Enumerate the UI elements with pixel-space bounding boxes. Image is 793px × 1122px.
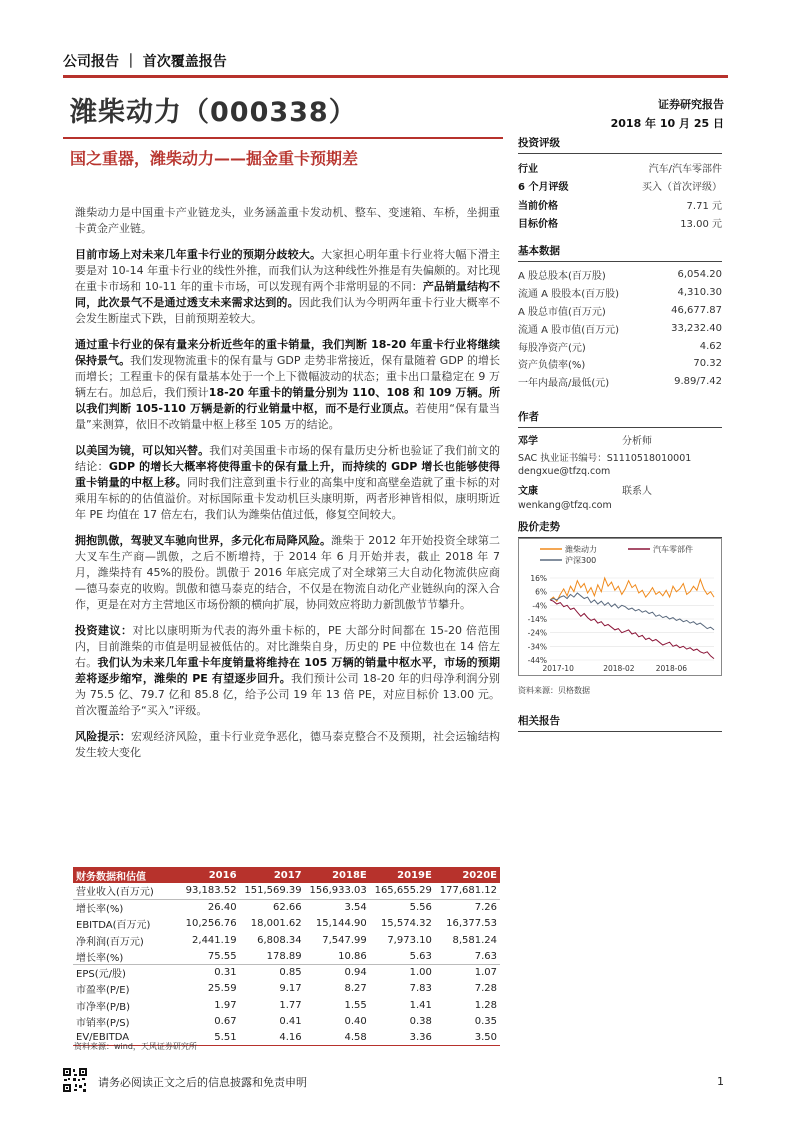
table-cell: 165,655.29: [370, 883, 435, 899]
table-cell: 1.07: [474, 967, 497, 979]
table-cell: 0.31: [214, 967, 237, 979]
table-cell: 0.85: [279, 967, 302, 979]
table-cell: 5.51: [181, 1030, 240, 1046]
table-cell: 10.86: [305, 948, 370, 964]
table-cell: 7,547.99: [322, 934, 367, 946]
table-source: 资料来源：wind，天风证券研究所: [74, 1042, 197, 1051]
basic-data-key: 流通 A 股股本(百万股): [518, 289, 620, 301]
paragraph-bold: 目前市场上对未来几年重卡行业的预期分歧较大。: [75, 248, 322, 261]
qr-code-icon: [62, 1067, 88, 1093]
author-name: 邓学: [518, 436, 538, 447]
rating-value: 13.00 元: [680, 219, 722, 231]
table-row-label: 增长率(%): [73, 948, 181, 964]
y-tick-label: -34%: [527, 642, 547, 652]
table-cell: 7.63: [435, 948, 500, 964]
financial-table-body: [73, 883, 500, 1046]
table-header-cell: 2017: [240, 867, 305, 883]
table-cell: 10,256.76: [185, 918, 237, 930]
table-cell: 5.56: [409, 902, 432, 914]
related-reports-heading: 相关报告: [518, 713, 722, 732]
table-cell: 2,441.19: [192, 934, 237, 946]
table-cell: 6,808.34: [257, 934, 302, 946]
table-row-label: EBITDA(百万元): [76, 920, 151, 932]
table-header-row: [73, 867, 500, 883]
paragraph-text: 大家担心明年重卡行业将大幅下滑主要是对 10-14 年重卡行业的线性外推，而我们认为这种线性外推是有失偏颇的。对比现在重卡市场和 10-11 年的重卡市场，可以发现有两个非常明显的不同：: [75, 248, 501, 293]
title-rule: [63, 137, 503, 139]
table-header-cell: 2020E: [435, 867, 500, 883]
table-cell: 0.38: [409, 1016, 432, 1028]
table-row-label: EPS(元/股): [76, 969, 126, 981]
table-header-cell: 2019E: [370, 867, 435, 883]
paragraph-text: 我们预计公司 18-20 年的归母净利润分别为 75.5 亿、79.7 亿和 85.8 亿，给予公司 19 年 13 倍 PE，对应目标价 13.00 元。首次覆盖给予“买入”评级。: [75, 672, 501, 717]
x-tick-label: 2018-02: [603, 664, 635, 673]
chart-x-axis: [543, 664, 688, 673]
paragraph-risk: [75, 729, 500, 761]
paragraph-text: 因此我们认为今明两年重卡行业大概率不会发生断崖式下跌，目前预期差较大。: [75, 296, 501, 325]
rating-row: [518, 177, 722, 196]
basic-data-box: [518, 243, 722, 391]
y-tick-label: -24%: [527, 628, 547, 638]
author-email[interactable]: dengxue@tfzq.com: [518, 466, 611, 477]
paragraph-intro: [75, 205, 500, 237]
y-tick-label: 6%: [535, 587, 547, 597]
table-row-label: 市盈率(P/E): [76, 985, 130, 997]
table-cell: 1.00: [409, 967, 432, 979]
table-row: [73, 997, 500, 1013]
y-tick-label: 16%: [530, 574, 547, 583]
table-row: [73, 981, 500, 997]
basic-data-row: [518, 337, 722, 355]
basic-data-value: 4.62: [699, 340, 722, 352]
footer-disclaimer[interactable]: 请务必阅读正文之后的信息披露和免责申明: [98, 1076, 307, 1089]
table-cell: 18,001.62: [250, 918, 302, 930]
table-cell: 7.28: [474, 983, 497, 995]
author-name: 文康: [518, 486, 538, 497]
table-row: [73, 948, 500, 964]
table-cell: 62.66: [273, 902, 302, 914]
basic-data-value: 46,677.87: [671, 304, 722, 316]
financial-table: [73, 867, 500, 1046]
page-number: 1: [717, 1075, 724, 1088]
basic-data-value: 9.89/7.42: [674, 376, 722, 388]
x-tick-label: 2018-06: [655, 664, 688, 673]
paragraph-text: 我们发现物流重卡的保有量与 GDP 走势非常接近，保有量随着 GDP 的增长而增长；工程重卡的保有量基本处于一个上下微幅波动的状态；重卡出口量稳定在 9 万辆左右。加总后，我们预计: [75, 354, 500, 399]
y-tick-label: -14%: [527, 615, 547, 624]
price-chart: [518, 538, 722, 676]
rating-heading: 投资评级: [518, 135, 722, 154]
company-title: 潍柴动力（000338）: [70, 97, 357, 128]
basic-data-value: 33,232.40: [671, 322, 722, 334]
author-row: [518, 482, 722, 497]
paragraph-text: 同时我们注意到重卡行业的高集中度和高壁垒造就了重卡标的对乘用车标的的估值溢价。对标国际重卡发动机巨头康明斯，两者形神皆相似，康明斯近年 PE 均值在 17 倍左右，我们认为潍柴估值过低，修复空间较大。: [75, 476, 501, 521]
authors-box: [518, 409, 722, 511]
table-row: [73, 916, 500, 932]
basic-data-row: [518, 266, 722, 284]
authors-heading: 作者: [518, 409, 722, 428]
rating-row: [518, 214, 722, 233]
chart-source: 资料来源：贝格数据: [518, 686, 590, 695]
paragraph-expectation: [75, 247, 500, 327]
table-cell: 178.89: [240, 948, 305, 964]
author-role: 联系人: [622, 486, 652, 497]
table-row-label: 市销率(P/S): [76, 1018, 130, 1030]
header-rule: [63, 75, 728, 78]
table-cell: 156,933.03: [305, 883, 370, 899]
report-headline: 国之重器，潍柴动力——掘金重卡预期差: [70, 149, 359, 168]
author-license: SAC 执业证书编号：S1110518010001: [518, 453, 692, 464]
author-email[interactable]: wenkang@tfzq.com: [518, 500, 612, 511]
table-cell: 0.94: [344, 967, 367, 979]
author-row: [518, 432, 722, 447]
table-cell: 1.55: [344, 999, 367, 1011]
basic-data-key: 资产负债率(%): [518, 360, 586, 372]
table-cell: 0.40: [344, 1016, 367, 1028]
table-cell: 7.83: [409, 983, 432, 995]
table-cell: 0.67: [214, 1016, 237, 1028]
legend-label: 潍柴动力: [565, 545, 597, 554]
table-cell: 7,973.10: [387, 934, 432, 946]
table-row-label: 净利润(百万元): [76, 936, 144, 948]
y-tick-label: -44%: [527, 656, 547, 665]
table-cell: 26.40: [207, 902, 237, 914]
x-tick-label: 2017-10: [542, 664, 574, 673]
basic-data-row: [518, 284, 722, 302]
table-cell: 3.36: [370, 1030, 435, 1046]
table-cell: 0.35: [474, 1016, 497, 1028]
basic-data-value: 6,054.20: [677, 269, 722, 281]
rating-row: [518, 158, 722, 177]
rating-key: 目标价格: [518, 219, 558, 231]
basic-data-key: A 股总股本(百万股): [518, 271, 606, 283]
paragraph-bold: GDP 的增长大概率将使得重卡的保有量上升，而持续的 GDP 增长也能够使得重卡销量的中枢上移。: [75, 460, 501, 489]
paragraph-text: 对比以康明斯为代表的海外重卡标的，PE 大部分时间都在 15-20 倍范围内，目前潍柴的市值是明显被低估的。对比潍柴自身，历史的 PE 中位数也在 14 倍左右。: [75, 624, 500, 669]
paragraph-us-market: [75, 443, 500, 523]
legend-label: 沪深300: [565, 556, 597, 565]
paragraph-bold: 通过重卡行业的保有量来分析近些年的重卡销量，我们判断 18-20 年重卡行业将继续保持景气。: [75, 338, 500, 367]
table-cell: 4.58: [305, 1030, 370, 1046]
table-cell: 15,574.32: [380, 918, 432, 930]
table-cell: 7.26: [474, 902, 497, 914]
report-category: 公司报告 ｜ 首次覆盖报告: [63, 54, 227, 70]
rating-value: 汽车/汽车零部件: [648, 163, 722, 175]
table-cell: 151,569.39: [240, 883, 305, 899]
basic-data-value: 70.32: [693, 358, 722, 370]
table-row-label: EV/EBITDA: [73, 1030, 181, 1046]
paragraph-text: 潍柴于 2012 年开始投资全球第二大叉车生产商—凯傲，之后不断增持，于 2014 年 6 月开始并表，截止 2018 年 7 月，潍柴持有 45%的股份。凯傲于 2016 年底完成了对全球第三大自动化物流供应商—德马泰克的收购。凯傲和德马泰克的结合，不仅是在物流自动化产业链纵向的深入合作，更是在对方主营地区市场份额的横向扩展，协同效应将助力新凯傲节节攀升。: [75, 534, 500, 611]
table-row: [73, 964, 500, 980]
paragraph-bold: 产品销量结构不同，此次景气不是通过透支未来需求达到的。: [75, 280, 500, 309]
table-cell: 0.41: [279, 1016, 302, 1028]
basic-data-row: [518, 319, 722, 337]
paragraph-bold: 风险提示：: [75, 730, 131, 743]
report-date: 2018 年 10 月 25 日: [610, 117, 724, 130]
table-cell: 1.41: [409, 999, 432, 1011]
basic-data-row: [518, 373, 722, 391]
rating-key: 当前价格: [518, 200, 558, 212]
table-cell: 177,681.12: [435, 883, 500, 899]
paragraph-bold: 拥抱凯傲，驾驶叉车驰向世界，多元化布局降风险。: [75, 534, 332, 547]
table-cell: 25.59: [207, 983, 237, 995]
paragraph-investment: [75, 623, 500, 719]
table-row: [73, 932, 500, 948]
table-cell: 1.77: [279, 999, 302, 1011]
rating-value: 7.71 元: [686, 200, 722, 212]
table-cell: 16,377.53: [446, 918, 497, 930]
table-row: [73, 899, 500, 915]
body-text: [75, 205, 500, 771]
table-row: [73, 883, 500, 899]
rating-value: 买入（首次评级）: [642, 182, 722, 194]
table-row-label: 营业收入(百万元): [73, 883, 181, 899]
table-row-label: 增长率(%): [76, 904, 124, 916]
table-cell: 1.28: [474, 999, 497, 1011]
paragraph-bold: 我们认为未来几年重卡年度销量将维持在 105 万辆的销量中枢水平，市场的预期差将逐步缩窄，潍柴的 PE 有望逐步回升。: [75, 656, 501, 685]
table-row-label: 市净率(P/B): [76, 1001, 131, 1013]
paragraph-text: 我们对美国重卡市场的保有量历史分析也验证了我们前文的结论：: [75, 444, 501, 473]
legend-label: 汽车零部件: [653, 545, 693, 554]
rating-key: 行业: [518, 163, 538, 175]
table-cell: 8.27: [344, 983, 367, 995]
basic-data-row: [518, 302, 722, 320]
table-cell: 3.54: [344, 902, 367, 914]
paragraph-kion: [75, 533, 500, 613]
table-cell: 75.55: [181, 948, 240, 964]
paragraph-holdings: [75, 337, 500, 433]
basic-data-row: [518, 355, 722, 373]
table-cell: 3.50: [435, 1030, 500, 1046]
table-cell: 1.97: [214, 999, 237, 1011]
y-tick-label: -4%: [532, 601, 547, 611]
table-row: [73, 1013, 500, 1029]
table-cell: 15,144.90: [315, 918, 367, 930]
basic-data-heading: 基本数据: [518, 243, 722, 262]
table-cell: 9.17: [279, 983, 302, 995]
paragraph-bold: 投资建议：: [75, 624, 133, 637]
paragraph-bold: 18-20 年重卡的销量分别为 110、108 和 109 万辆。所以我们判断 105-110 万辆是新的行业销量中枢，而不是行业顶点。: [75, 386, 500, 415]
paragraph-bold: 以美国为镜，可以知兴替。: [75, 444, 210, 457]
rating-row: [518, 195, 722, 214]
basic-data-key: A 股总市值(百万元): [518, 306, 606, 318]
basic-data-value: 4,310.30: [677, 287, 722, 299]
paragraph-text: 宏观经济风险，重卡行业竞争恶化，德马泰克整合不及预期，社会运输结构发生较大变化: [75, 730, 501, 759]
table-cell: 8,581.24: [452, 934, 497, 946]
rating-key: 6 个月评级: [518, 182, 569, 194]
table-cell: 5.63: [370, 948, 435, 964]
table-header-cell: 财务数据和估值: [73, 867, 181, 883]
report-type: 证券研究报告: [658, 98, 724, 111]
author-role: 分析师: [622, 436, 652, 447]
price-chart-heading: 股价走势: [518, 519, 722, 538]
basic-data-key: 一年内最高/最低(元): [518, 378, 610, 390]
table-header-cell: 2018E: [305, 867, 370, 883]
paragraph-text: 潍柴动力是中国重卡产业链龙头，业务涵盖重卡发动机、整车、变速箱、车桥，坐拥重卡黄金产业链。: [75, 206, 500, 235]
table-header-cell: 2016: [181, 867, 240, 883]
basic-data-key: 流通 A 股市值(百万元): [518, 324, 620, 336]
rating-box: [518, 135, 722, 232]
table-cell: 93,183.52: [181, 883, 240, 899]
basic-data-key: 每股净资产(元): [518, 342, 586, 354]
paragraph-text: 若使用“保有量当量”来测算，依旧不改销量中枢上移至 105 万的结论。: [75, 402, 500, 431]
table-cell: 4.16: [240, 1030, 305, 1046]
related-reports-box: [518, 713, 722, 736]
